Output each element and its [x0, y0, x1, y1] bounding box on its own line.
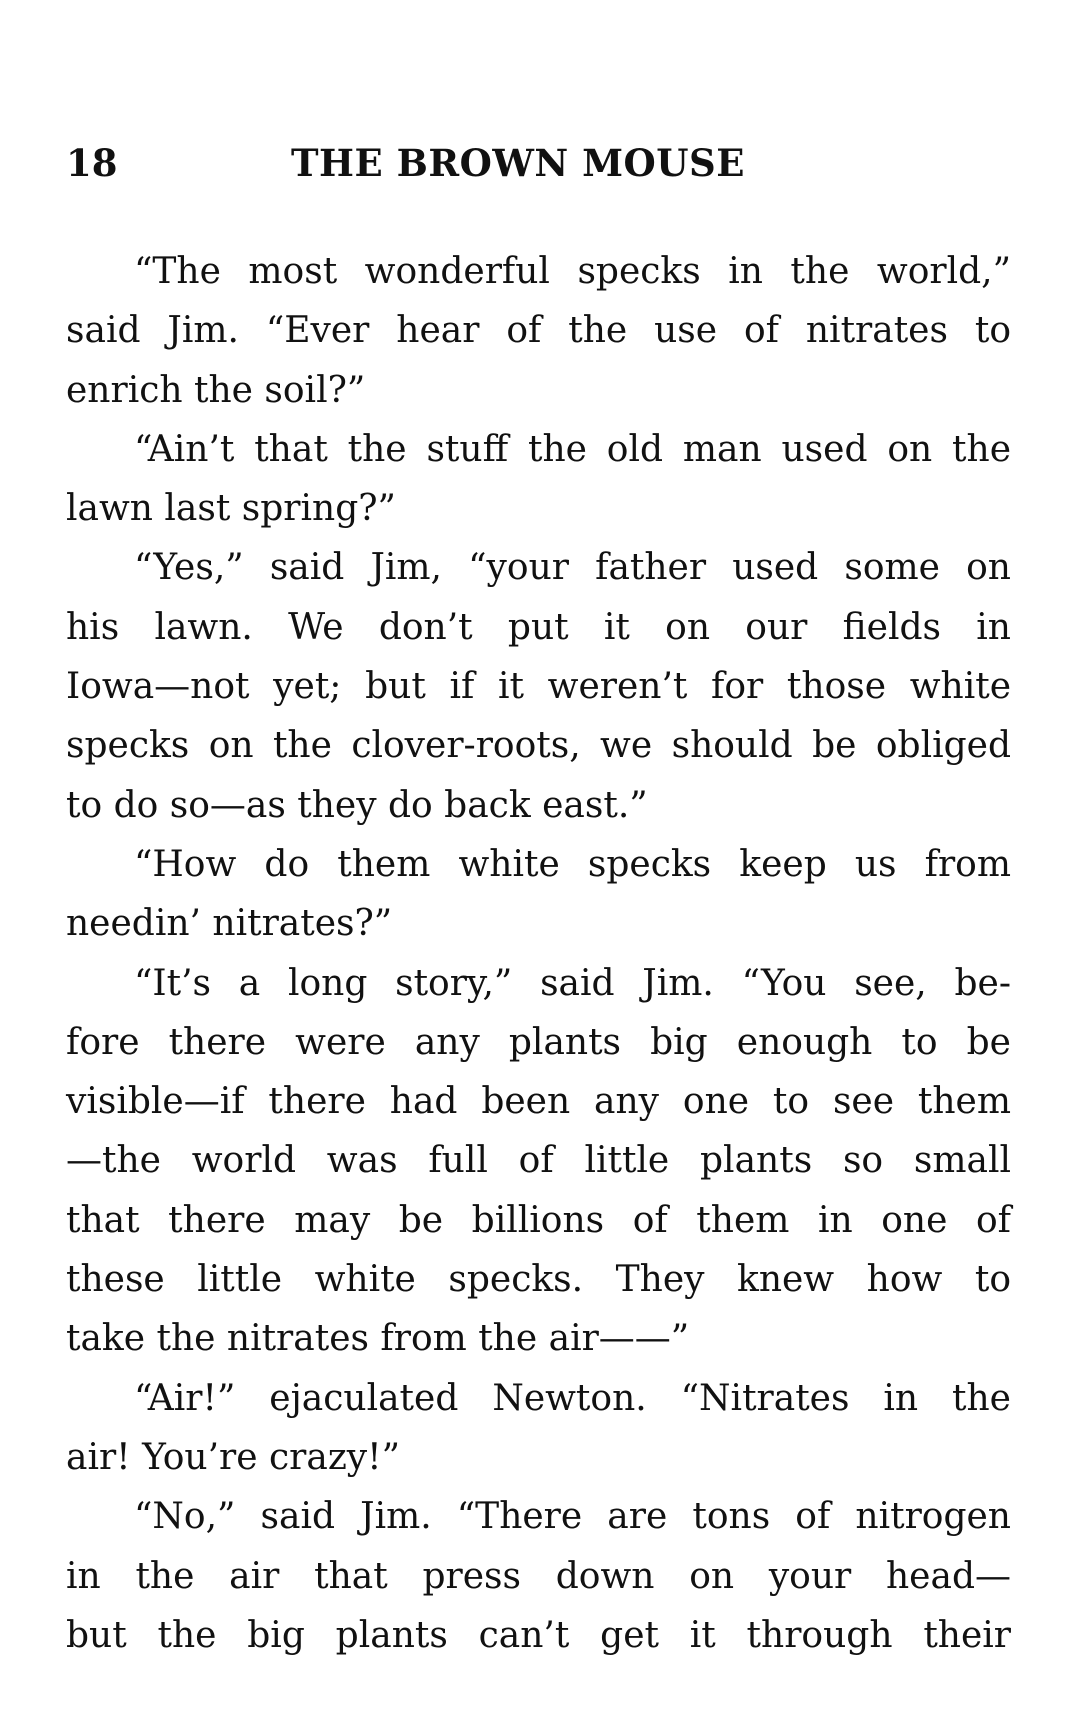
text-line: “Ain’t that the stuff the old man used on the: [134, 428, 1011, 470]
text-line: needin’ nitrates?”: [66, 903, 393, 945]
text-line: “It’s a long story,” said Jim. “You see, be-: [134, 962, 1011, 1004]
text-line: to do so—as they do back east.”: [66, 784, 648, 826]
text-line: “Yes,” said Jim, “your father used some on: [134, 547, 1011, 589]
text-line: specks on the clover-roots, we should be obliged: [66, 725, 1011, 767]
text-line: fore there were any plants big enough to be: [66, 1021, 1011, 1063]
page-number: 18: [66, 141, 118, 185]
text-line: that there may be billions of them in one of: [66, 1199, 1011, 1241]
text-line: said Jim. “Ever hear of the use of nitrates to: [66, 310, 1011, 352]
text-line: take the nitrates from the air——”: [66, 1318, 690, 1360]
text-line: visible—if there had been any one to see them: [66, 1081, 1011, 1123]
text-line: air! You’re crazy!”: [66, 1436, 401, 1478]
text-line: “The most wonderful specks in the world,”: [134, 251, 1011, 292]
text-line: his lawn. We don’t put it on our fields in: [66, 606, 1011, 648]
text-line: Iowa—not yet; but if it weren’t for those white: [66, 666, 1011, 708]
text-line: “Air!” ejaculated Newton. “Nitrates in the: [134, 1377, 1011, 1419]
text-line: enrich the soil?”: [66, 369, 366, 411]
text-line: —the world was full of little plants so small: [66, 1140, 1011, 1182]
text-line: but the big plants can’t get it through their: [66, 1614, 1011, 1656]
text-line: in the air that press down on your head—: [66, 1555, 1011, 1597]
text-line: “No,” said Jim. “There are tons of nitrogen: [134, 1496, 1011, 1538]
text-line: lawn last spring?”: [66, 488, 396, 530]
text-line: “How do them white specks keep us from: [134, 843, 1011, 885]
text-line: these little white specks. They knew how to: [66, 1259, 1011, 1301]
running-title: THE BROWN MOUSE: [291, 141, 745, 185]
body-text: [66, 242, 1011, 1665]
running-head: [66, 143, 1011, 199]
